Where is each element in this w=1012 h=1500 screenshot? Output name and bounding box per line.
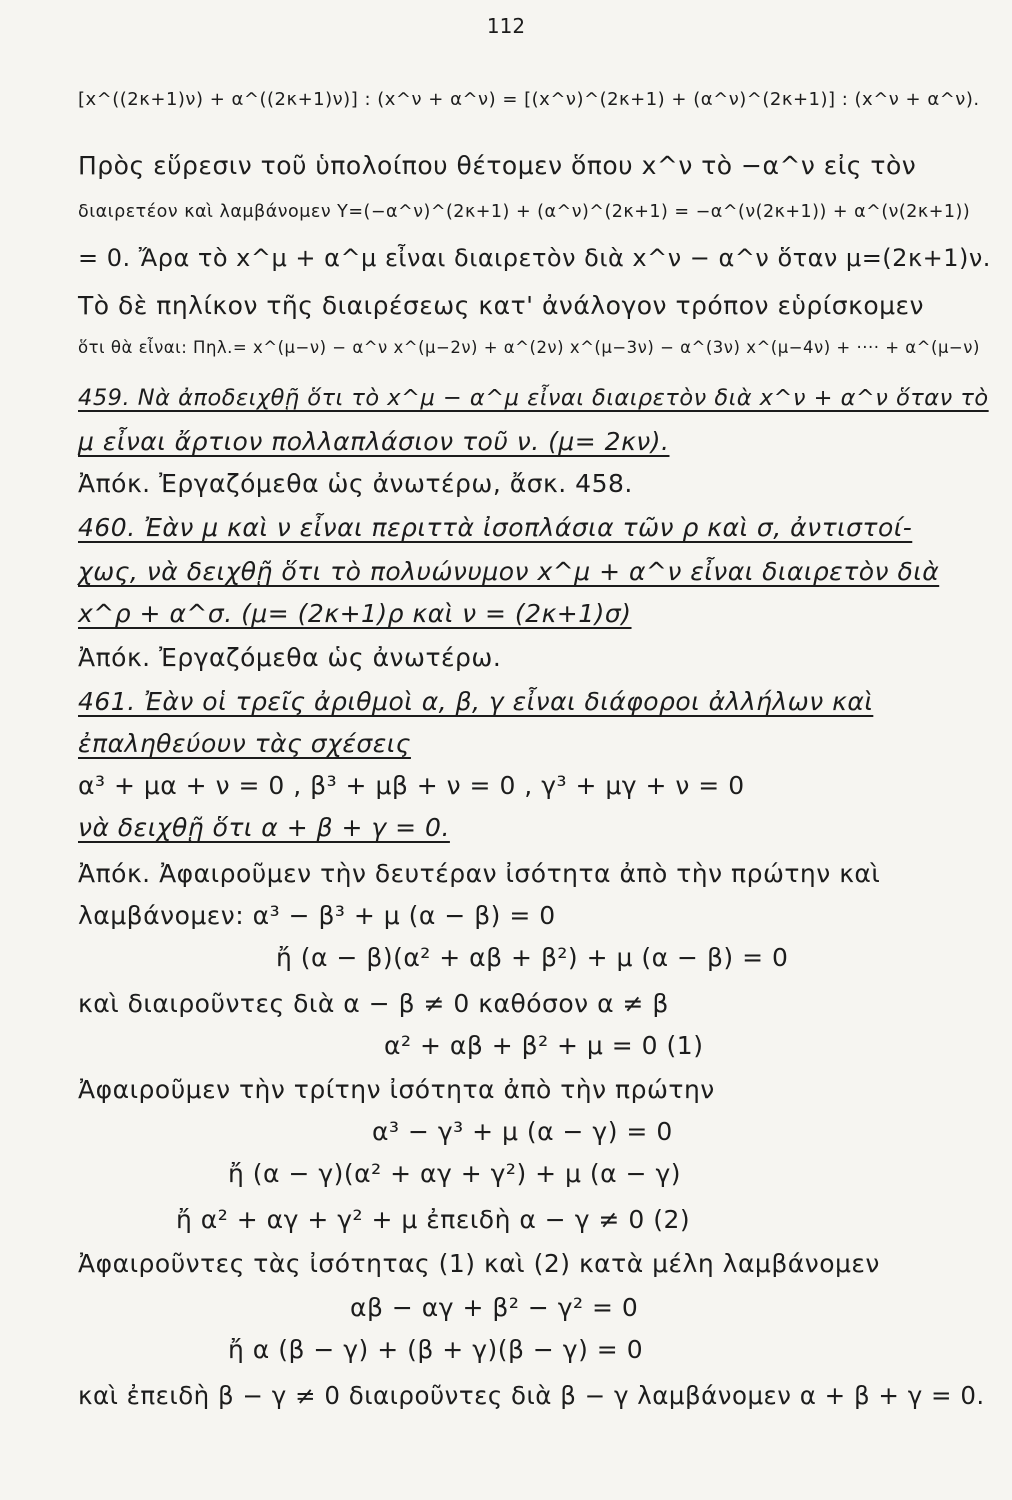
solution-line: Ἀφαιροῦντες τὰς ἰσότητας (1) καὶ (2) κατὰ μέλη λαμβάνομεν <box>78 1249 880 1278</box>
equation-line: ἤ (α − β)(α² + αβ + β²) + μ (α − β) = 0 <box>276 943 789 972</box>
equation-system: α³ + μα + ν = 0 , β³ + μβ + ν = 0 , γ³ + μγ + ν = 0 <box>78 771 745 800</box>
text-line: Πρὸς εὕρεσιν τοῦ ὑπολοίπου θέτομεν ὅπου x^ν τὸ −α^ν εἰς τὸν <box>78 151 917 180</box>
quotient-formula: ὅτι θὰ εἶναι: Πηλ.= x^(μ−ν) − α^ν x^(μ−2ν) + α^(2ν) x^(μ−3ν) − α^(3ν) x^(μ−4ν) + ···· + α^(μ−ν) <box>78 338 980 357</box>
exercise-459-answer: Ἀπόκ. Ἐργαζόμεθα ὡς ἀνωτέρω, ἄσκ. 458. <box>78 469 633 498</box>
solution-line: λαμβάνομεν: α³ − β³ + μ (α − β) = 0 <box>78 901 556 930</box>
opening-identity: [x^((2κ+1)ν) + α^((2κ+1)ν)] : (x^ν + α^ν) = [(x^ν)^(2κ+1) + (α^ν)^(2κ+1)] : (x^ν + α^ν). <box>78 89 980 110</box>
exercise-460-statement: 460. Ἐὰν μ καὶ ν εἶναι περιττὰ ἰσοπλάσια τῶν ρ καὶ σ, ἀντιστοί- <box>78 513 913 542</box>
equation-line: α³ − γ³ + μ (α − γ) = 0 <box>372 1117 673 1146</box>
exercise-460-statement: χως, νὰ δειχθῇ ὅτι τὸ πολυώνυμον x^μ + α^ν εἶναι διαιρετὸν διὰ <box>78 557 940 586</box>
page-number: 112 <box>486 14 526 38</box>
equation-line: ἤ (α − γ)(α² + αγ + γ²) + μ (α − γ) <box>228 1159 682 1188</box>
solution-line: καὶ διαιροῦντες διὰ α − β ≠ 0 καθόσον α ≠ β <box>78 989 669 1018</box>
solution-line: Ἀφαιροῦμεν τὴν τρίτην ἰσότητα ἀπὸ τὴν πρώτην <box>78 1075 715 1104</box>
exercise-459-statement: 459. Νὰ ἀποδειχθῇ ὅτι τὸ x^μ − α^μ εἶναι διαιρετὸν διὰ x^ν + α^ν ὅταν τὸ <box>78 385 989 411</box>
solution-line: καὶ ἐπειδὴ β − γ ≠ 0 διαιροῦντες διὰ β − γ λαμβάνομεν α + β + γ = 0. <box>78 1381 985 1410</box>
equation-line: αβ − αγ + β² − γ² = 0 <box>350 1293 639 1322</box>
exercise-460-statement: x^ρ + α^σ. (μ= (2κ+1)ρ καὶ ν = (2κ+1)σ) <box>78 599 632 628</box>
exercise-461-statement: 461. Ἐὰν οἱ τρεῖς ἀριθμοὶ α, β, γ εἶναι διάφοροι ἀλλήλων καὶ <box>78 687 874 716</box>
exercise-461-statement: ἐπαληθεύουν τὰς σχέσεις <box>78 729 411 758</box>
text-line: Τὸ δὲ πηλίκον τῆς διαιρέσεως κατ' ἀνάλογον τρόπον εὑρίσκομεν <box>78 291 925 320</box>
text-line: = 0. Ἄρα τὸ x^μ + α^μ εἶναι διαιρετὸν διὰ x^ν − α^ν ὅταν μ=(2κ+1)ν. <box>78 244 991 272</box>
exercise-459-statement: μ εἶναι ἄρτιον πολλαπλάσιον τοῦ ν. (μ= 2κν). <box>78 427 670 456</box>
solution-line: Ἀπόκ. Ἀφαιροῦμεν τὴν δευτέραν ἰσότητα ἀπὸ τὴν πρώτην καὶ <box>78 859 881 888</box>
equation-line: α² + αβ + β² + μ = 0 (1) <box>384 1031 704 1060</box>
exercise-460-answer: Ἀπόκ. Ἐργαζόμεθα ὡς ἀνωτέρω. <box>78 643 502 672</box>
exercise-461-statement: νὰ δειχθῇ ὅτι α + β + γ = 0. <box>78 813 450 842</box>
equation-line: ἤ α² + αγ + γ² + μ ἐπειδὴ α − γ ≠ 0 (2) <box>176 1205 691 1234</box>
equation-line: ἤ α (β − γ) + (β + γ)(β − γ) = 0 <box>228 1335 644 1364</box>
text-line: διαιρετέον καὶ λαμβάνομεν Υ=(−α^ν)^(2κ+1) + (α^ν)^(2κ+1) = −α^(ν(2κ+1)) + α^(ν(2κ+1)) <box>78 202 971 222</box>
